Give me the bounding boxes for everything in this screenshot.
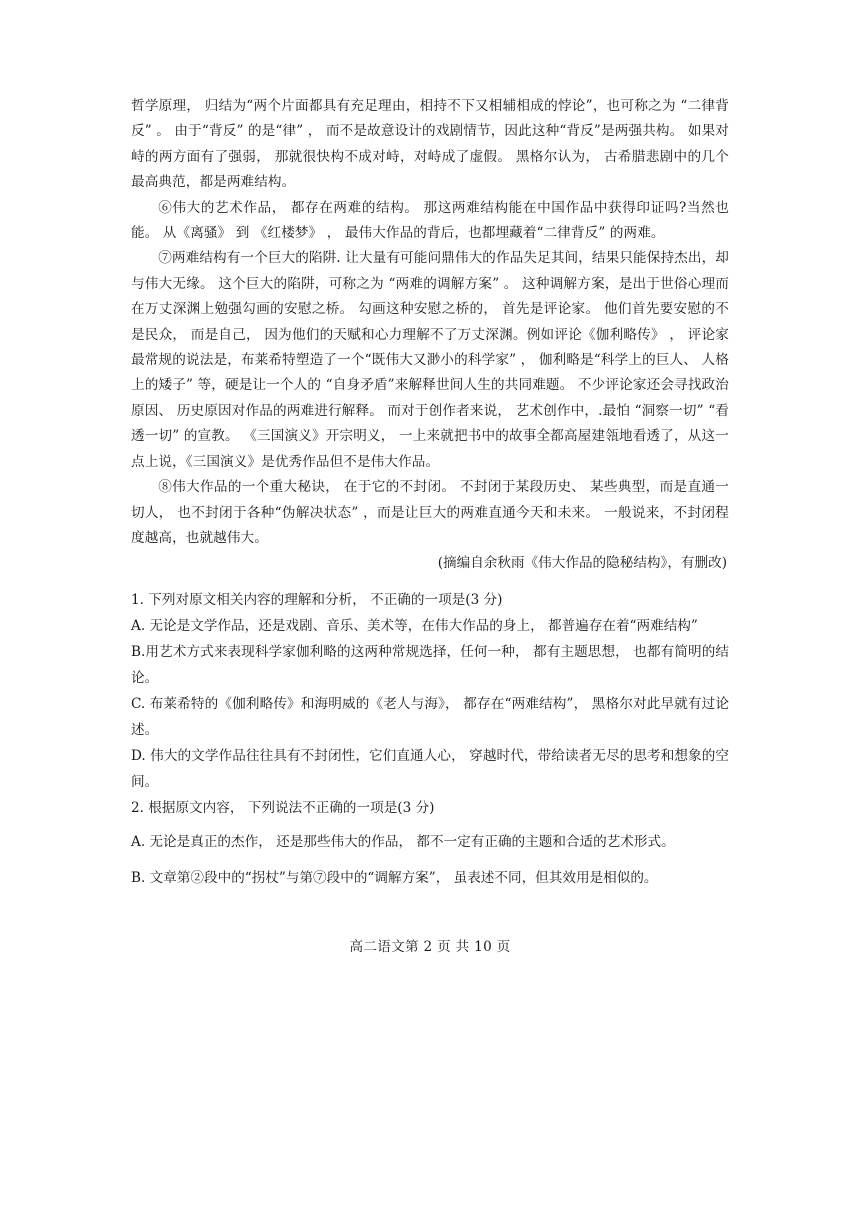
- question-1-option-d: D. 伟大的文学作品往往具有不封闭性，它们直通人心， 穿越时代，带给读者无尽的思考和想象的空间。: [131, 747, 729, 790]
- passage-paragraph-intro: 哲学原理， 归结为“两个片面都具有充足理由，相持不下又相辅相成的悖论”，也可称之为 “二律背反” 。 由于“背反” 的是“律” ， 而不是故意设计的戏剧情节，因此这种“背反”是两强共构。 如果对峙的两方面有了强弱， 那就很快构不成对峙，对峙成了虚假。 黑格尔认为， 古希腊悲剧中的几个最高典范，都是两难结构。: [131, 98, 729, 191]
- question-section: [131, 587, 729, 891]
- question-2-option-a: A. 无论是真正的杰作， 还是那些伟大的作品， 都不一定有正确的主题和合适的艺术形式。: [131, 833, 675, 850]
- passage-paragraph-6: ⑥伟大的艺术作品， 都存在两难的结构。 那这两难结构能在中国作品中获得印证吗?当然也能。 从《离骚》 到 《红楼梦》 ， 最伟大作品的背后，也都埋藏着“二律背反” 的两难。: [131, 199, 729, 242]
- question-1-option-a: A. 无论是文学作品，还是戏剧、音乐、美术等，在伟大作品的身上， 都普遍存在着“两难结构”: [131, 617, 698, 634]
- question-2-option-b: B. 文章第②段中的“拐杖”与第⑦段中的“调解方案”， 虽表述不同，但其效用是相似的。: [131, 869, 658, 886]
- passage-source-note: (摘编自余秋雨《伟大作品的隐秘结构》，有删改): [437, 555, 727, 572]
- passage-paragraph-8: ⑧伟大作品的一个重大秘诀， 在于它的不封闭。 不封闭于某段历史、 某些典型，而是直通一切人， 也不封闭于各种“伪解决状态” ，而是让巨大的两难直通今天和未来。 一般说来，不封闭程度越高，也就越伟大。: [131, 479, 729, 546]
- page-footer: 高二语文第 2 页 共 10 页: [349, 939, 511, 955]
- question-1-option-b: B.用艺术方式来表现科学家伽利略的这两种常规选择，任何一种， 都有主题思想， 也都有简明的结论。: [131, 643, 729, 686]
- question-1-stem: 1. 下列对原文相关内容的理解和分析， 不正确的一项是(3 分): [131, 591, 503, 608]
- exam-page-content: [131, 94, 729, 891]
- question-1-option-c: C. 布莱希特的《伽利略传》和海明威的《老人与海》， 都存在“两难结构”， 黑格尔对此早就有过论述。: [131, 695, 729, 738]
- question-2-stem: 2. 根据原文内容， 下列说法不正确的一项是(3 分): [131, 799, 435, 816]
- passage-paragraph-7: ⑦两难结构有一个巨大的陷阱. 让大量有可能问鼎伟大的作品失足其间，结果只能保持杰出，却与伟大无缘。 这个巨大的陷阱，可称之为 “两难的调解方案” 。 这种调解方案，是出于世俗心理而在万丈深渊上勉强勾画的安慰之桥。 勾画这种安慰之桥的， 首先是评论家。 他们首先要安慰的不是民众， 而是自己， 因为他们的天赋和心力理解不了万丈深渊。例如评论《伽利略传》 ， 评论家最常规的说法是，布莱希特塑造了一个“既伟大又渺小的科学家” ， 伽利略是“科学上的巨人、 人格上的矮子” 等，硬是让一个人的 “自身矛盾”来解释世间人生的共同难题。 不少评论家还会寻找政治原因、 历史原因对作品的两难进行解释。 而对于创作者来说， 艺术创作中，.最怕 “洞察一切” “看透一切” 的宣教。 《三国演义》开宗明义， 一上来就把书中的故事全都高屋建瓴地看透了，从这一点上说，《三国演义》是优秀作品但不是伟大作品。: [131, 250, 729, 470]
